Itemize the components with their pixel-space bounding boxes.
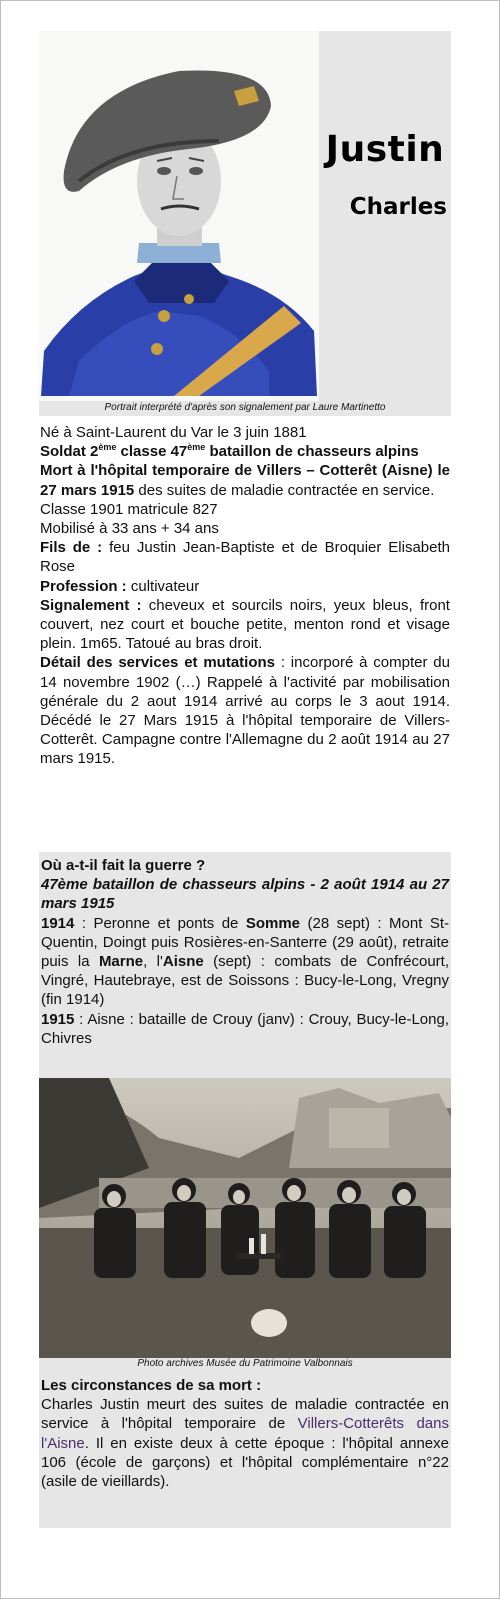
- war-1915: 1915 : Aisne : bataille de Crouy (janv) : Crouy, Bucy-le-Long, Chivres: [41, 1010, 449, 1047]
- rank-line: Soldat 2ème classe 47ème bataillon de chasseurs alpins: [40, 442, 419, 461]
- photo-caption: Photo archives Musée du Patrimoine Valbonnais: [137, 1358, 353, 1369]
- war-1914: 1914 : Peronne et ponts de Somme (28 sept) : Mont St-Quentin, Doingt puis Rosières-en-Santerre (29 août), retraite puis la Marne, l'Aisne (sept) : combats de Confrécourt, Vingré, Hautebraye, est de Soissons : Bucy-le-Long, Vregny (fin 1914): [41, 914, 449, 1009]
- death-text: Charles Justin meurt des suites de maladie contractée en service à l'hôpital temporaire de Villers-Cotterêts dans l'Aisne. Il en existe deux à cette époque : l'hôpital annexe 106 (école de garçons) et l'hôpital complémentaire n°22 (asile de vieillards).: [41, 1396, 449, 1491]
- war-panel: [39, 852, 451, 1528]
- signalement-line: Signalement : cheveux et sourcils noirs, yeux bleus, front couvert, nez court et bouche petite, menton rond et visage plein. 1m65. Tatoué au bras droit.: [40, 596, 450, 653]
- profession-line: Profession : cultivateur: [40, 577, 200, 595]
- war-question: Où a-t-il fait la guerre ?: [41, 857, 206, 874]
- services-line: Détail des services et mutations : incorporé à compter du 14 novembre 1902 (…) Rappelé à l'activité par mobilisation générale du 2 aout 1914 arrivé au corps le 3 aout 1914. Décédé le 27 Mars 1915 à l'hôpital temporaire de Villers-Cotterêt. Campagne contre l'Allemagne du 2 août 1914 au 27 mars 1915.: [40, 654, 450, 768]
- birth-line: Né à Saint-Laurent du Var le 3 juin 1881: [40, 424, 307, 441]
- portrait-drawing: [39, 31, 319, 401]
- death-line: Mort à l'hôpital temporaire de Villers – Cotterêt (Aisne) le 27 mars 1915 des suites de maladie contractée en service.: [40, 462, 450, 499]
- group-photo: [39, 1078, 451, 1358]
- classe-line: Classe 1901 matricule 827: [40, 500, 218, 518]
- portrait-caption: Portrait interprété d'après son signalement par Laure Martinetto: [104, 402, 386, 413]
- villers-cotterets-link[interactable]: Villers-Cotterêts dans l'Aisne: [41, 1415, 449, 1452]
- death-circumstances: [41, 1376, 449, 1491]
- last-name: Charles: [349, 194, 447, 220]
- parents-line: Fils de : feu Justin Jean-Baptiste et de Broquier Elisabeth Rose: [40, 539, 450, 576]
- biography: [40, 423, 450, 769]
- mobilise-line: Mobilisé à 33 ans + 34 ans: [40, 520, 219, 538]
- header-panel: [39, 31, 451, 416]
- war-text: [41, 856, 449, 1048]
- first-name: Justin: [325, 129, 445, 170]
- death-title: Les circonstances de sa mort :: [41, 1377, 262, 1394]
- war-unit: 47ème bataillon de chasseurs alpins - 2 août 1914 au 27 mars 1915: [41, 876, 449, 913]
